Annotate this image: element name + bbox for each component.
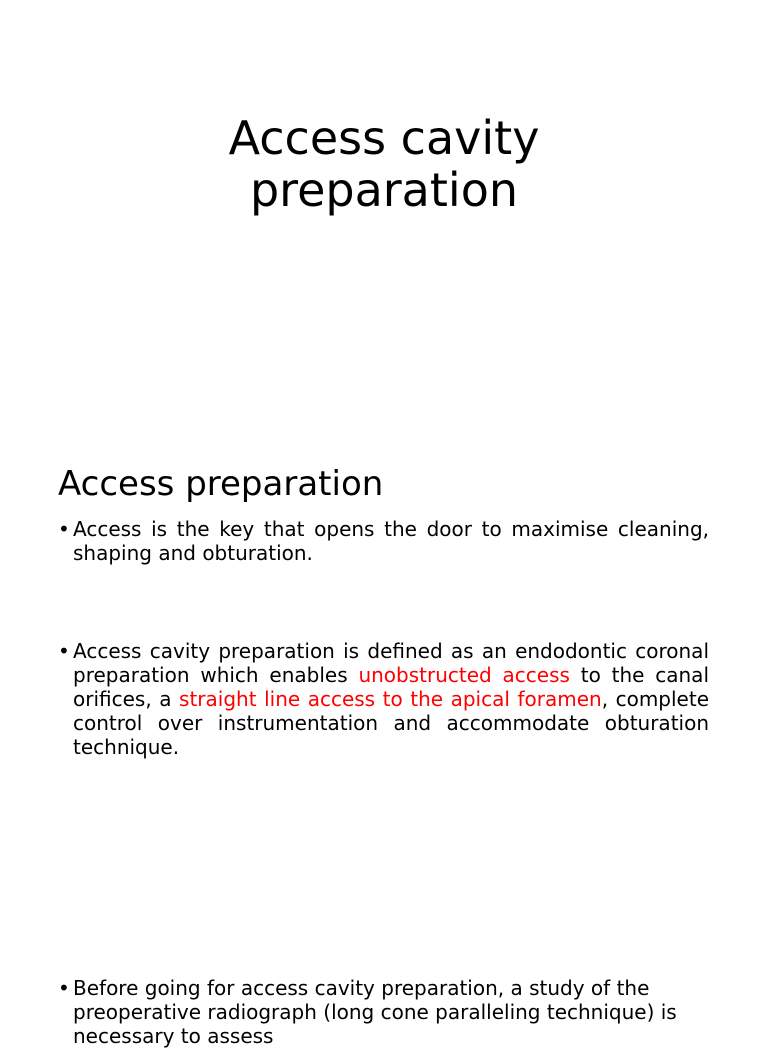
bullet-dot: •	[58, 976, 70, 1000]
bullet-text-part-1: Access cavity preparation is defined as an endodontic coronal preparation which enables	[73, 639, 709, 687]
slide-title-line-2: preparation	[249, 163, 518, 217]
slide-title-line-1: Access cavity	[228, 111, 540, 165]
bullet-item-radiograph-study	[58, 976, 709, 1048]
slide-title	[0, 112, 768, 216]
highlight-straight-line-access: straight line access to the apical foramen	[179, 687, 602, 711]
bullet-text: Before going for access cavity preparation, a study of the preoperative radiograph (long cone paralleling technique) is necessary to assess	[73, 976, 677, 1048]
bullet-text-part-3: , complete control over instrumentation and accommodate obturation technique.	[73, 687, 709, 759]
bullet-text-part-2: to the canal orifices, a	[73, 663, 709, 711]
bullet-text: Access is the key that opens the door to maximise cleaning, shaping and obturation.	[73, 517, 709, 565]
bullet-text	[73, 639, 709, 759]
bullet-dot: •	[58, 639, 70, 663]
bullet-item-access-key	[58, 517, 709, 565]
section-heading: Access preparation	[58, 464, 384, 504]
highlight-unobstructed-access: unobstructed access	[358, 663, 570, 687]
bullet-dot: •	[58, 517, 70, 541]
bullet-item-definition	[58, 639, 709, 759]
